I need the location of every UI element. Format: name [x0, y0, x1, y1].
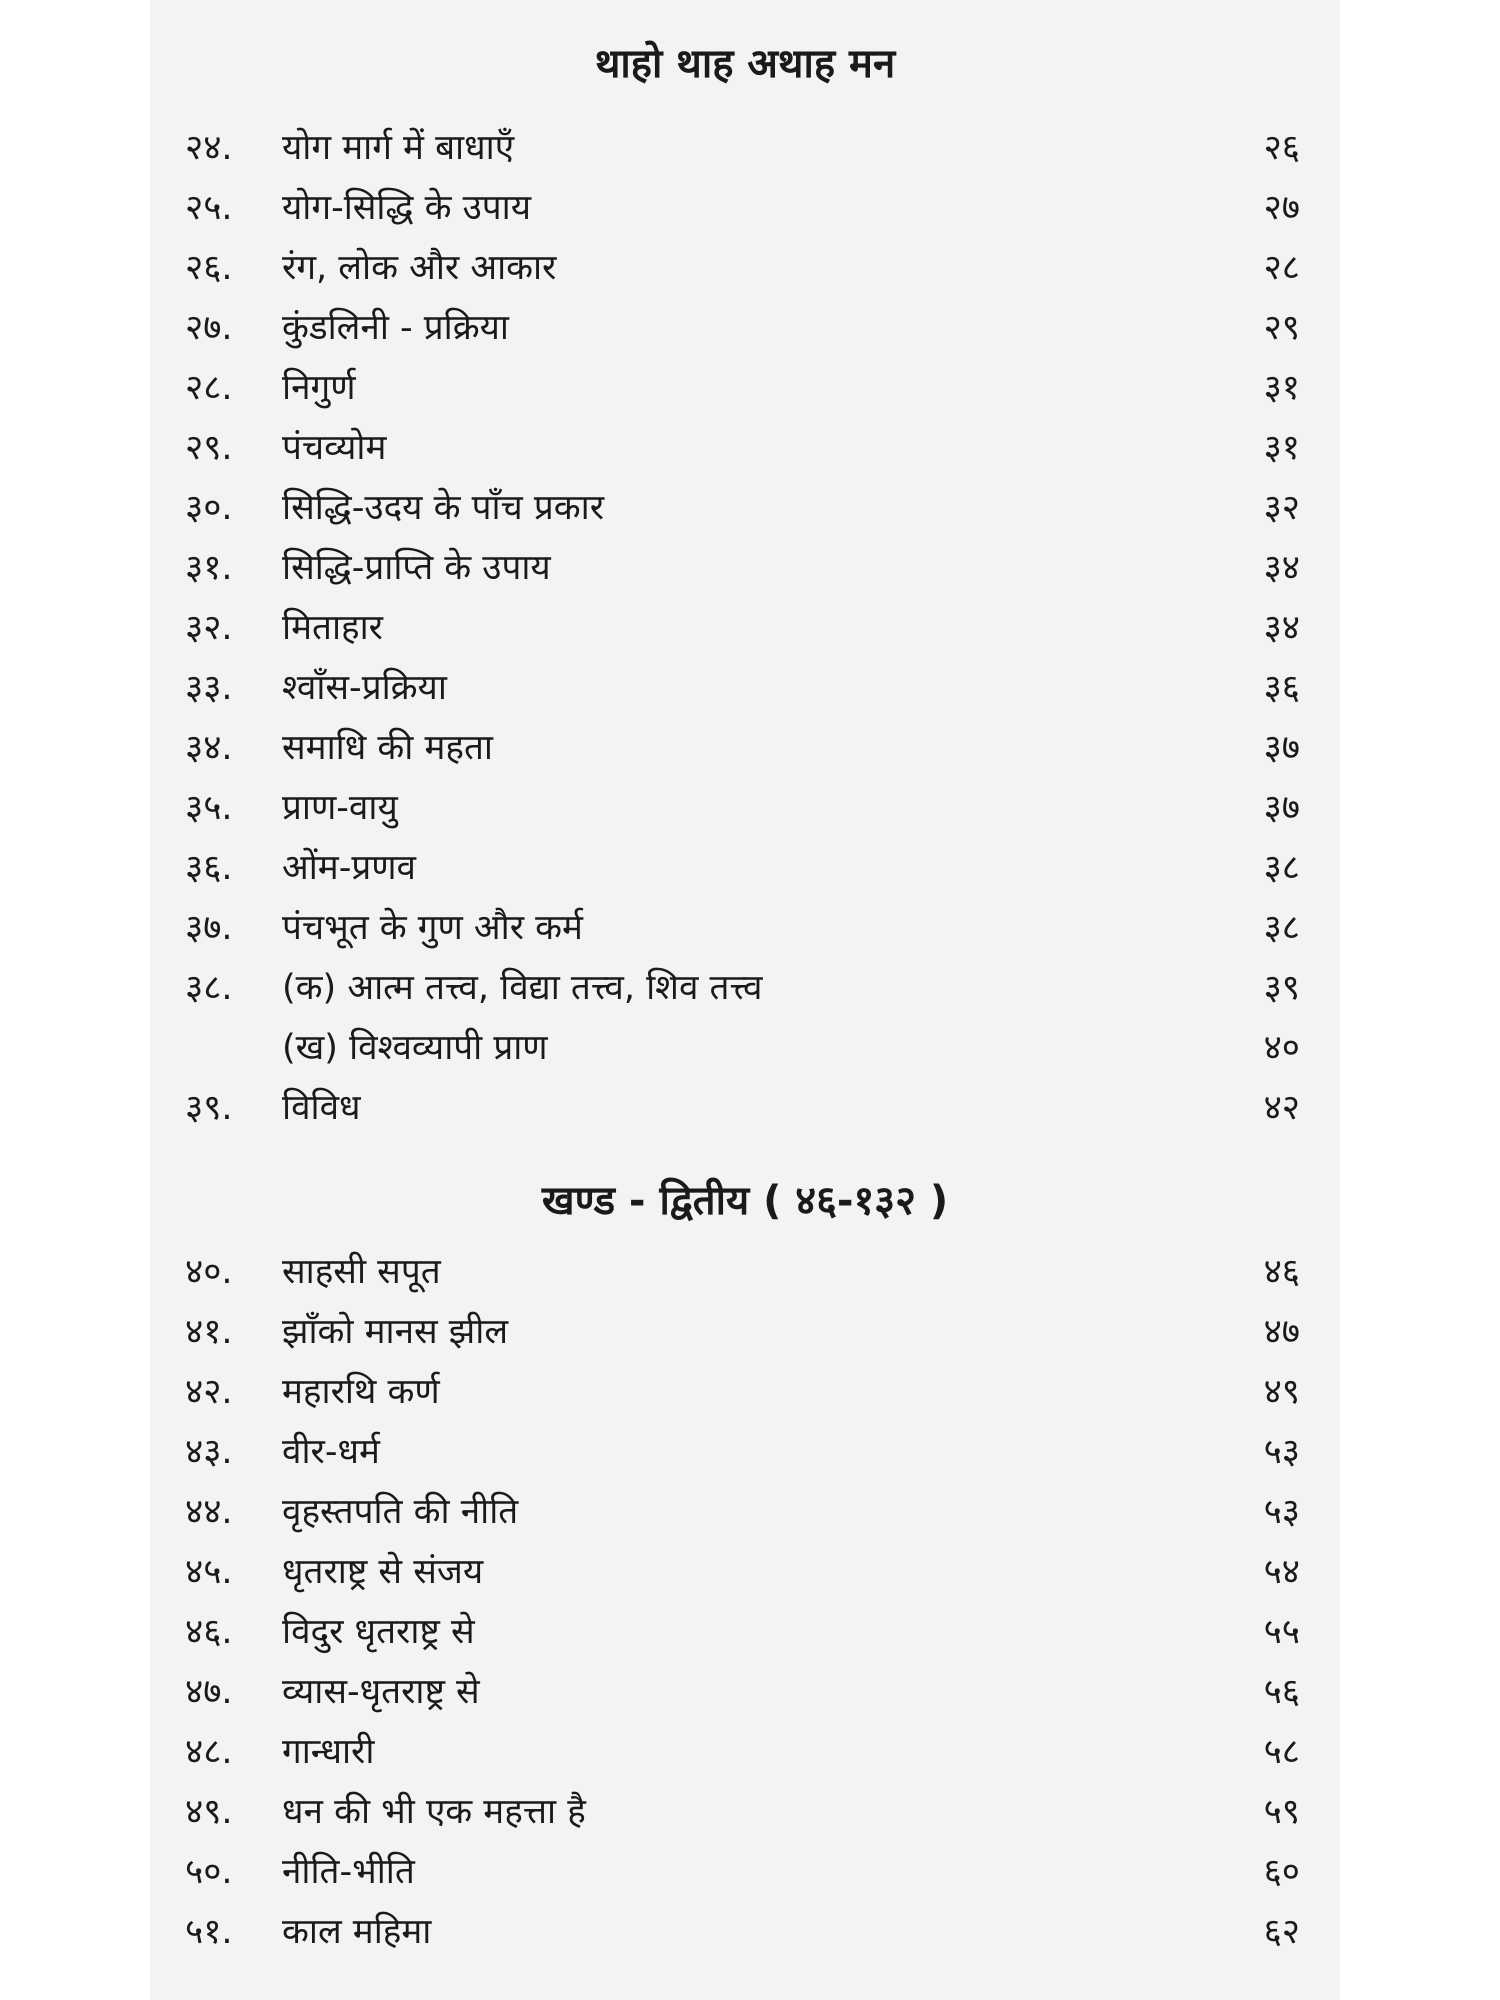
- entry-title: धृतराष्ट्र से संजय: [282, 1552, 484, 1592]
- entry-number: ४६.: [185, 1612, 233, 1652]
- entry-title: सिद्धि-उदय के पाँच प्रकार: [282, 488, 605, 528]
- toc-entry: [185, 538, 1300, 598]
- toc-entry: [185, 1362, 1300, 1422]
- entry-page-number: ३९: [1263, 968, 1300, 1008]
- entry-number: ३१.: [185, 548, 233, 588]
- entry-title: (क) आत्म तत्त्व, विद्या तत्त्व, शिव तत्त्व: [282, 968, 763, 1008]
- entry-number: ४४.: [185, 1492, 233, 1532]
- toc-entry: [185, 1782, 1300, 1842]
- entry-title: नीति-भीति: [282, 1852, 415, 1892]
- entry-number: ५१.: [185, 1912, 233, 1952]
- entry-number: २६.: [185, 248, 233, 288]
- entry-page-number: २८: [1263, 248, 1300, 288]
- entry-title: समाधि की महता: [282, 728, 493, 768]
- entry-page-number: ६०: [1263, 1852, 1300, 1892]
- entry-title: वृहस्तपति की नीति: [282, 1492, 519, 1532]
- toc-entry: [185, 1842, 1300, 1902]
- entry-number: ४८.: [185, 1732, 233, 1772]
- entry-number: ३२.: [185, 608, 233, 648]
- toc-entry: [185, 778, 1300, 838]
- entry-page-number: ५४: [1263, 1552, 1300, 1592]
- entry-page-number: ३४: [1263, 608, 1300, 648]
- toc-entry: [185, 418, 1300, 478]
- toc-entry: [185, 958, 1300, 1018]
- toc-entry: [185, 118, 1300, 178]
- entry-page-number: ३८: [1263, 848, 1300, 888]
- entry-page-number: ५५: [1263, 1612, 1300, 1652]
- entry-number: २९.: [185, 428, 233, 468]
- entry-page-number: ५९: [1263, 1792, 1300, 1832]
- entry-page-number: २९: [1263, 308, 1300, 348]
- entry-title: विविध: [282, 1088, 361, 1128]
- entry-page-number: ३७: [1263, 788, 1300, 828]
- entry-number: ४३.: [185, 1432, 233, 1472]
- entry-number: ४०.: [185, 1252, 233, 1292]
- entry-number: ३७.: [185, 908, 233, 948]
- entry-title: सिद्धि-प्राप्ति के उपाय: [282, 548, 551, 588]
- entry-number: ४७.: [185, 1672, 233, 1712]
- toc-entry: [185, 598, 1300, 658]
- entry-page-number: ५३: [1263, 1492, 1300, 1532]
- entry-number: ३३.: [185, 668, 233, 708]
- toc-entry: [185, 1078, 1300, 1138]
- entry-page-number: ३७: [1263, 728, 1300, 768]
- entry-title: वीर-धर्म: [282, 1432, 380, 1472]
- entry-page-number: ५८: [1263, 1732, 1300, 1772]
- toc-entry: [185, 358, 1300, 418]
- entry-page-number: २७: [1263, 188, 1300, 228]
- entry-title: काल महिमा: [282, 1912, 432, 1952]
- entry-page-number: ३४: [1263, 548, 1300, 588]
- toc-entry: [185, 1242, 1300, 1302]
- entry-page-number: ५६: [1263, 1672, 1300, 1712]
- entry-number: ३८.: [185, 968, 233, 1008]
- entry-title: योग-सिद्धि के उपाय: [282, 188, 532, 228]
- entry-title: निगुर्ण: [282, 368, 356, 408]
- page-title: थाहो थाह अथाह मन: [594, 41, 896, 87]
- entry-title: योग मार्ग में बाधाएँ: [282, 128, 515, 168]
- toc-entry: [185, 178, 1300, 238]
- entry-number: ३५.: [185, 788, 233, 828]
- toc-entry: [185, 1902, 1300, 1962]
- entry-page-number: २६: [1263, 128, 1300, 168]
- entry-number: ५०.: [185, 1852, 233, 1892]
- entry-number: २८.: [185, 368, 233, 408]
- entry-title: प्राण-वायु: [282, 788, 398, 828]
- toc-entry: [185, 1302, 1300, 1362]
- entry-title: पंचभूत के गुण और कर्म: [282, 908, 583, 948]
- entry-title: मिताहार: [282, 608, 383, 648]
- entry-title: ओंम-प्रणव: [282, 848, 417, 888]
- entry-number: ४१.: [185, 1312, 233, 1352]
- toc-entry: [185, 1018, 1300, 1078]
- entry-title: साहसी सपूत: [282, 1252, 441, 1292]
- toc-entry: [185, 838, 1300, 898]
- toc-entry: [185, 658, 1300, 718]
- entry-number: ४२.: [185, 1372, 233, 1412]
- entry-number: ३०.: [185, 488, 233, 528]
- toc-entry: [185, 898, 1300, 958]
- entry-title: विदुर धृतराष्ट्र से: [282, 1612, 475, 1652]
- entry-number: २५.: [185, 188, 233, 228]
- entry-page-number: ४६: [1263, 1252, 1300, 1292]
- entry-number: ४५.: [185, 1552, 233, 1592]
- entry-number: ३९.: [185, 1088, 233, 1128]
- toc-entry: [185, 298, 1300, 358]
- entry-page-number: ३८: [1263, 908, 1300, 948]
- entry-page-number: ३६: [1263, 668, 1300, 708]
- toc-entry: [185, 1422, 1300, 1482]
- entry-page-number: ३१: [1263, 428, 1300, 468]
- toc-entry: [185, 1542, 1300, 1602]
- entry-number: ४९.: [185, 1792, 233, 1832]
- section-heading: खण्ड - द्वितीय ( ४६-१३२ ): [541, 1178, 949, 1224]
- entry-number: २४.: [185, 128, 233, 168]
- toc-entry: [185, 1662, 1300, 1722]
- entry-page-number: ४९: [1263, 1372, 1300, 1412]
- entry-number: २७.: [185, 308, 233, 348]
- entry-page-number: ५३: [1263, 1432, 1300, 1472]
- toc-entry: [185, 718, 1300, 778]
- entry-page-number: ४०: [1263, 1028, 1300, 1068]
- toc-entry: [185, 1722, 1300, 1782]
- toc-entry: [185, 478, 1300, 538]
- entry-page-number: ६२: [1263, 1912, 1300, 1952]
- entry-title: (ख) विश्वव्यापी प्राण: [282, 1028, 548, 1068]
- entry-title: गान्धारी: [282, 1732, 375, 1772]
- entry-title: पंचव्योम: [282, 428, 387, 468]
- toc-entry: [185, 1602, 1300, 1662]
- entry-title: श्वाँस-प्रक्रिया: [282, 668, 447, 708]
- toc-entry: [185, 1482, 1300, 1542]
- entry-page-number: ४७: [1263, 1312, 1300, 1352]
- toc-entry: [185, 238, 1300, 298]
- entry-title: महारथि कर्ण: [282, 1372, 440, 1412]
- entry-title: व्यास-धृतराष्ट्र से: [282, 1672, 480, 1712]
- entry-page-number: ३१: [1263, 368, 1300, 408]
- entry-number: ३६.: [185, 848, 233, 888]
- entry-title: झाँको मानस झील: [282, 1312, 509, 1352]
- entry-title: धन की भी एक महत्ता है: [282, 1792, 586, 1832]
- entry-number: ३४.: [185, 728, 233, 768]
- entry-page-number: ४२: [1263, 1088, 1300, 1128]
- entry-page-number: ३२: [1263, 488, 1300, 528]
- entry-title: रंग, लोक और आकार: [282, 248, 557, 288]
- entry-title: कुंडलिनी - प्रक्रिया: [282, 308, 509, 348]
